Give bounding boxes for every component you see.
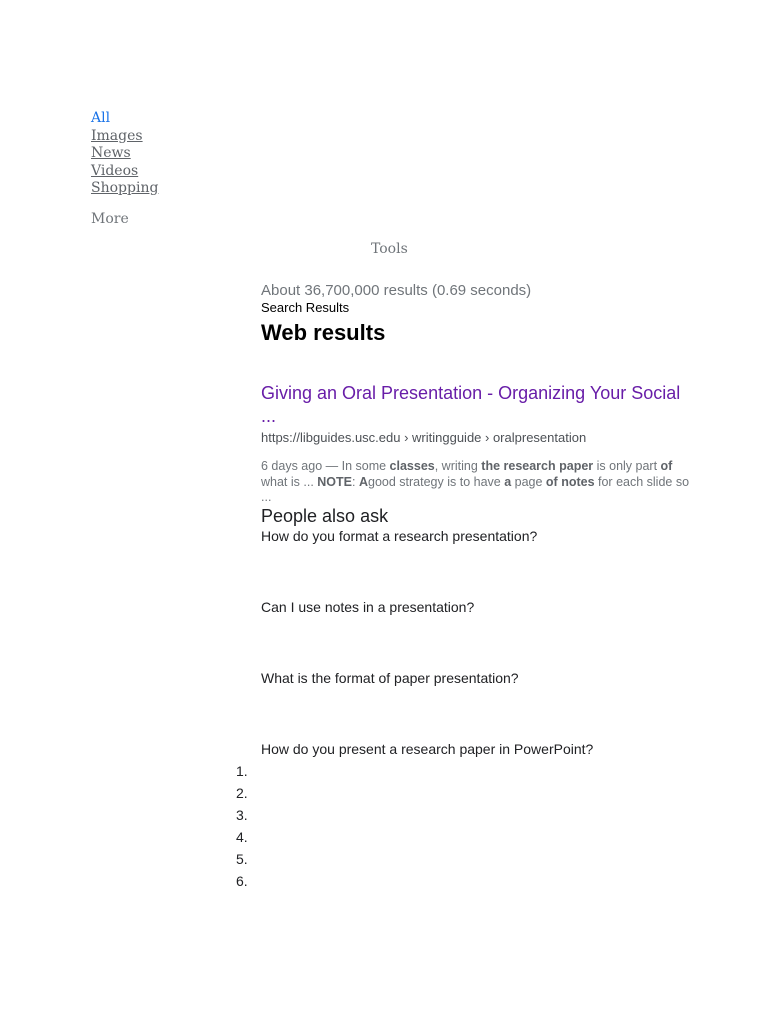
result-snippet	[261, 459, 691, 506]
snippet-text: what is ...	[261, 474, 318, 489]
page-number[interactable]: 6.	[236, 873, 248, 889]
snippet-text: for each slide so ...	[261, 474, 690, 504]
paa-question[interactable]: What is the format of paper presentation?	[261, 669, 519, 686]
snippet-text: is only part	[593, 459, 661, 473]
snippet-emphasis: the research paper	[481, 459, 594, 473]
people-also-ask-heading: People also ask	[261, 505, 389, 526]
snippet-text: good strategy is to have	[368, 474, 505, 489]
paa-question[interactable]: How do you format a research presentation?	[261, 527, 538, 544]
snippet-emphasis: classes	[389, 459, 435, 473]
results-column	[261, 282, 691, 758]
page-number[interactable]: 3.	[236, 807, 248, 823]
search-type-nav	[91, 110, 158, 198]
page-number[interactable]: 5.	[236, 851, 248, 867]
search-result	[261, 382, 691, 506]
paa-question[interactable]: Can I use notes in a presentation?	[261, 598, 475, 615]
paa-question[interactable]: How do you present a research paper in PowerPoint?	[261, 740, 594, 757]
snippet-emphasis: A	[358, 474, 368, 489]
nav-shopping[interactable]: Shopping	[91, 180, 159, 196]
snippet-text: 6 days ago — In some	[261, 459, 390, 473]
snippet-text: :	[352, 474, 359, 489]
page-number[interactable]: 4.	[236, 829, 248, 845]
tools-button[interactable]: Tools	[371, 241, 408, 257]
result-title-link[interactable]: Giving an Oral Presentation - Organizing Your Social ...	[261, 383, 681, 426]
nav-all[interactable]: All	[91, 110, 111, 126]
more-menu[interactable]: More	[91, 211, 129, 227]
web-results-heading: Web results	[261, 320, 386, 345]
nav-videos[interactable]: Videos	[91, 162, 139, 179]
nav-news[interactable]: News	[91, 145, 131, 161]
snippet-text: page	[511, 474, 546, 489]
page-number[interactable]: 1.	[236, 763, 248, 779]
snippet-emphasis: of	[660, 459, 673, 473]
pagination	[236, 760, 248, 892]
people-also-ask	[261, 506, 691, 758]
snippet-emphasis: of notes	[545, 474, 595, 489]
nav-images[interactable]: Images	[91, 127, 143, 144]
result-stats: About 36,700,000 results (0.69 seconds)	[261, 282, 532, 299]
result-url: https://libguides.usc.edu › writingguide › oralpresentation	[261, 430, 587, 445]
search-results-label: Search Results	[261, 300, 350, 315]
snippet-text: , writing	[434, 459, 482, 473]
snippet-emphasis: a	[504, 474, 512, 489]
page-number[interactable]: 2.	[236, 785, 248, 801]
snippet-emphasis: NOTE	[317, 474, 353, 489]
